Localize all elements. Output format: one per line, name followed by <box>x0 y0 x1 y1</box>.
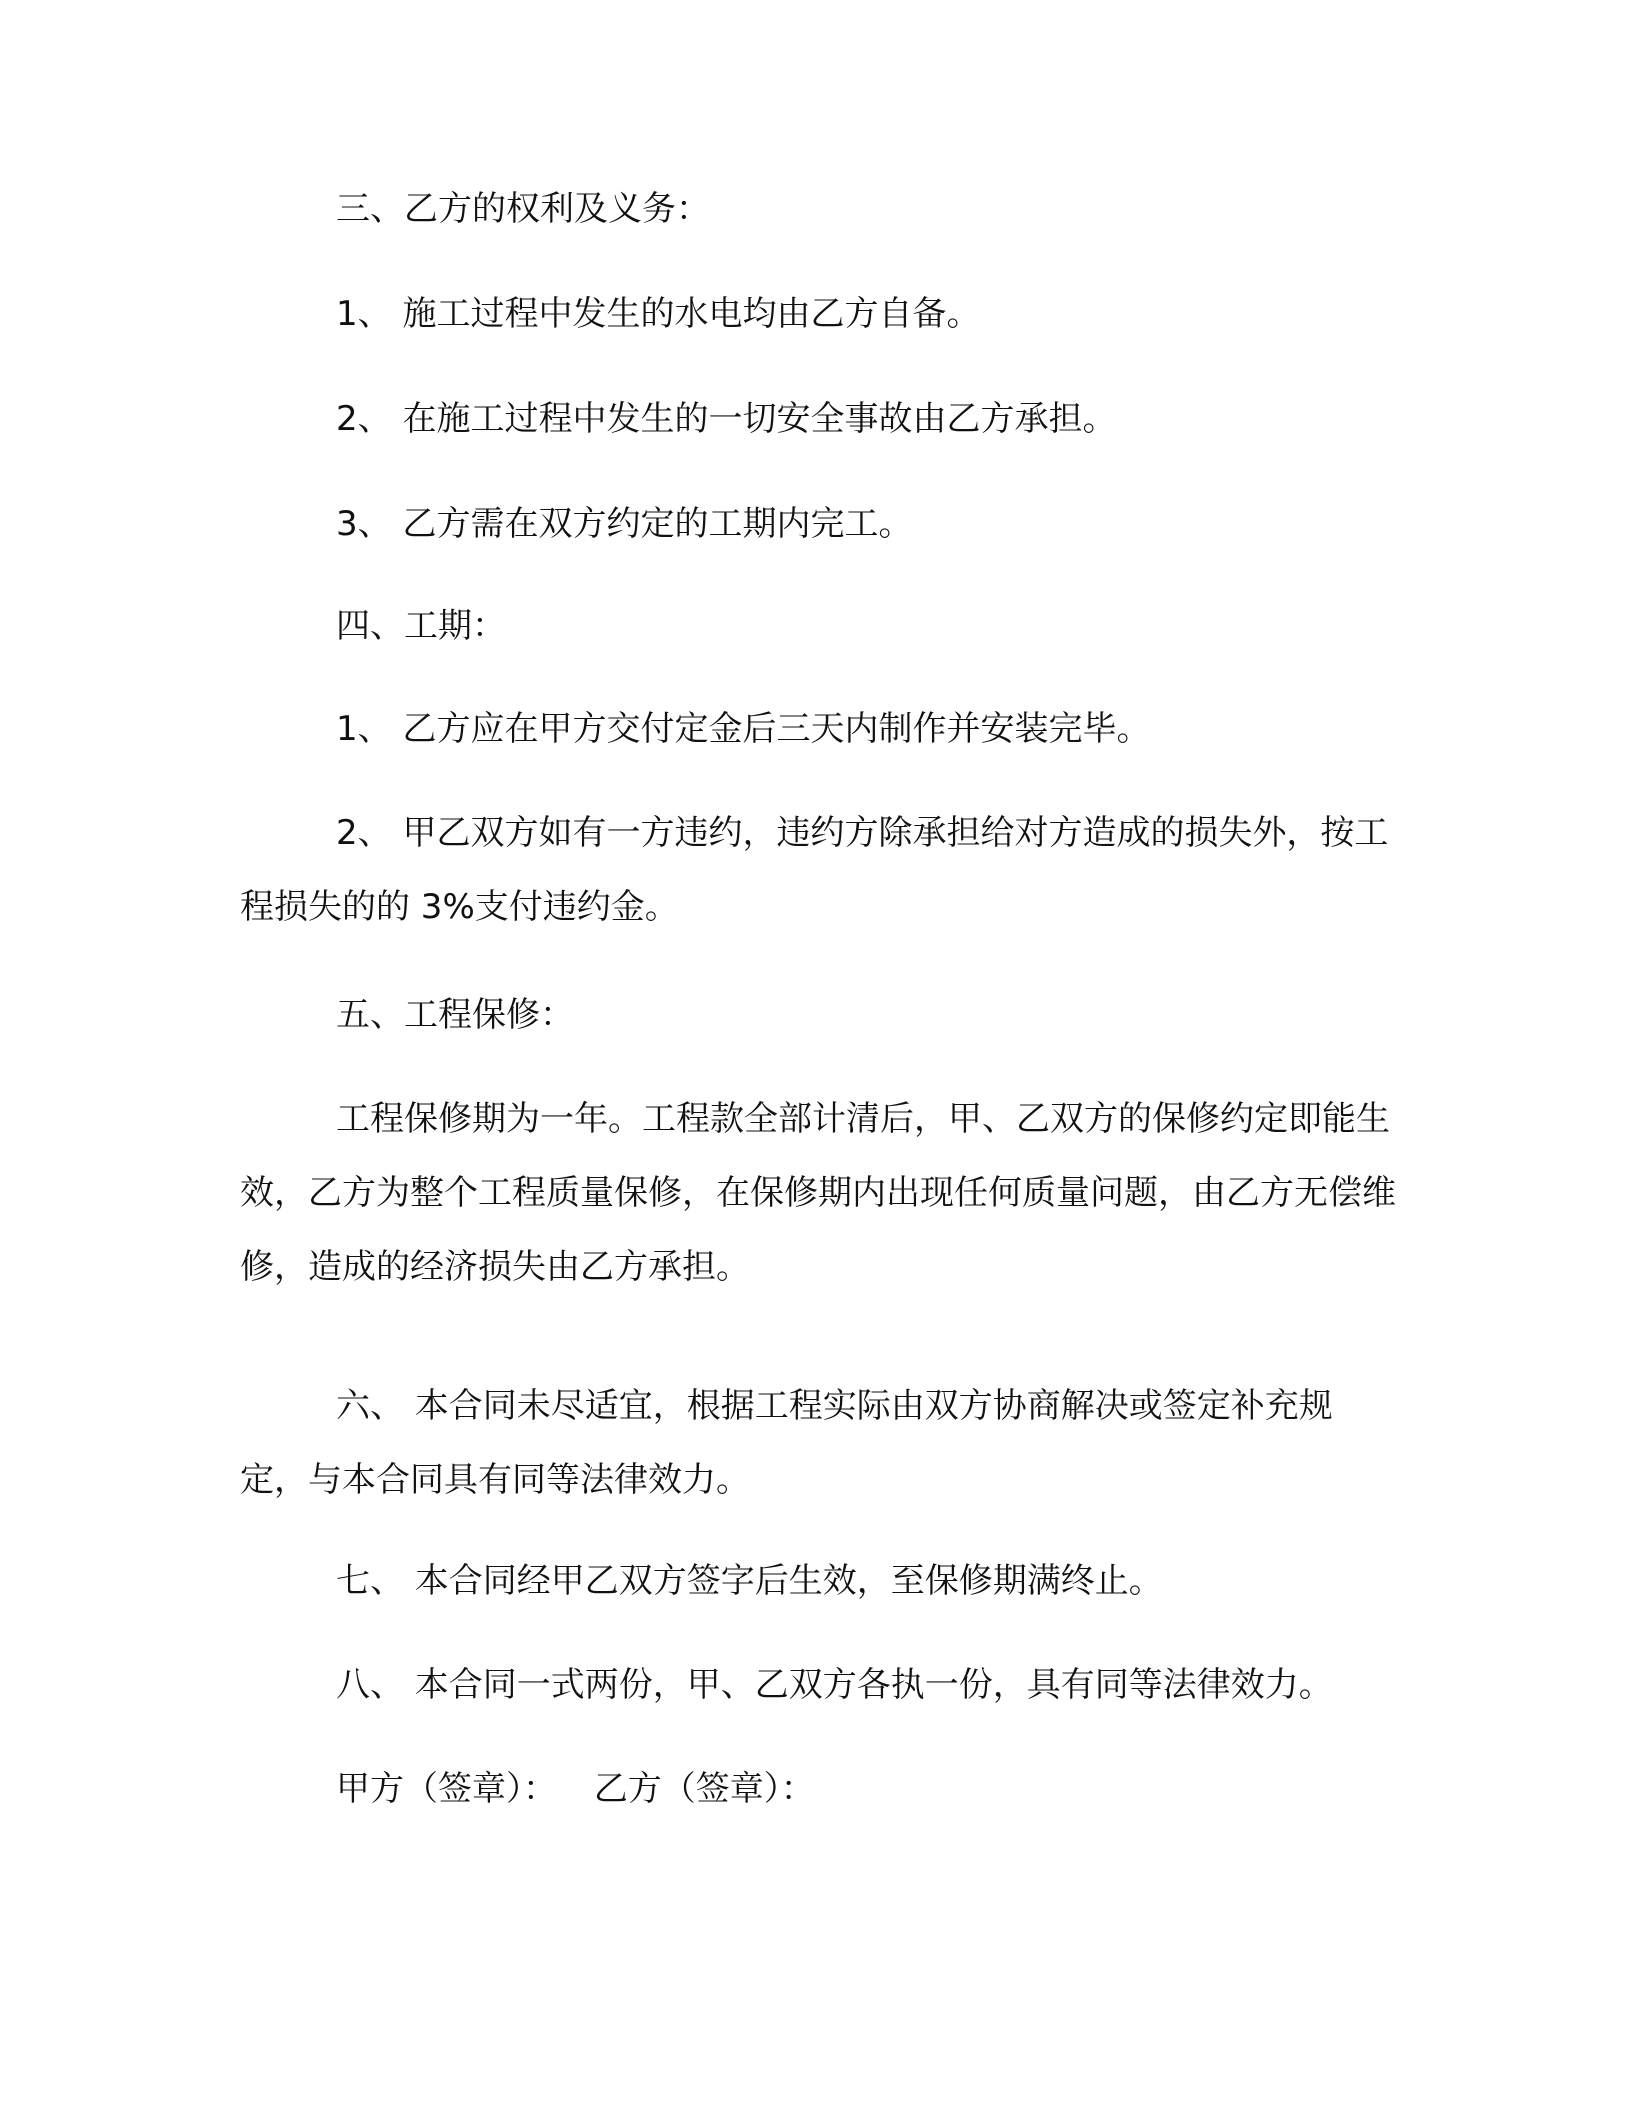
section-3-item-1: 1、 施工过程中发生的水电均由乙方自备。 <box>336 294 981 334</box>
section-5-body: 工程保修期为一年。工程款全部计清后，甲、乙双方的保修约定即能生效，乙方为整个工程质量保修，在保修期内出现任何质量问题，由乙方无偿维修，造成的经济损失由乙方承担。 <box>240 1099 1396 1287</box>
party-a-signature: 甲方（签章）： <box>336 1769 557 1809</box>
section-5-heading: 五、工程保修： <box>336 995 574 1035</box>
section-3-item-2: 2、 在施工过程中发生的一切安全事故由乙方承担。 <box>336 399 1117 439</box>
section-8: 八、 本合同一式两份，甲、乙双方各执一份，具有同等法律效力。 <box>336 1665 1333 1705</box>
signature-line <box>240 1770 815 1808</box>
party-b-signature: 乙方（签章）： <box>593 1769 815 1809</box>
section-3-item-3: 3、 乙方需在双方约定的工期内完工。 <box>336 504 913 544</box>
section-4-item-2: 2、 甲乙双方如有一方违约，违约方除承担给对方造成的损失外，按工程损失的的 3%支付违约金。 <box>240 813 1389 927</box>
section-6: 六、 本合同未尽适宜，根据工程实际由双方协商解决或签定补充规定，与本合同具有同等法律效力。 <box>240 1386 1333 1500</box>
section-4-heading: 四、工期： <box>336 606 506 646</box>
section-7: 七、 本合同经甲乙双方签字后生效，至保修期满终止。 <box>336 1561 1163 1601</box>
section-3-heading: 三、乙方的权利及义务： <box>336 189 710 229</box>
section-4-item-1: 1、 乙方应在甲方交付定金后三天内制作并安装完毕。 <box>336 709 1151 749</box>
